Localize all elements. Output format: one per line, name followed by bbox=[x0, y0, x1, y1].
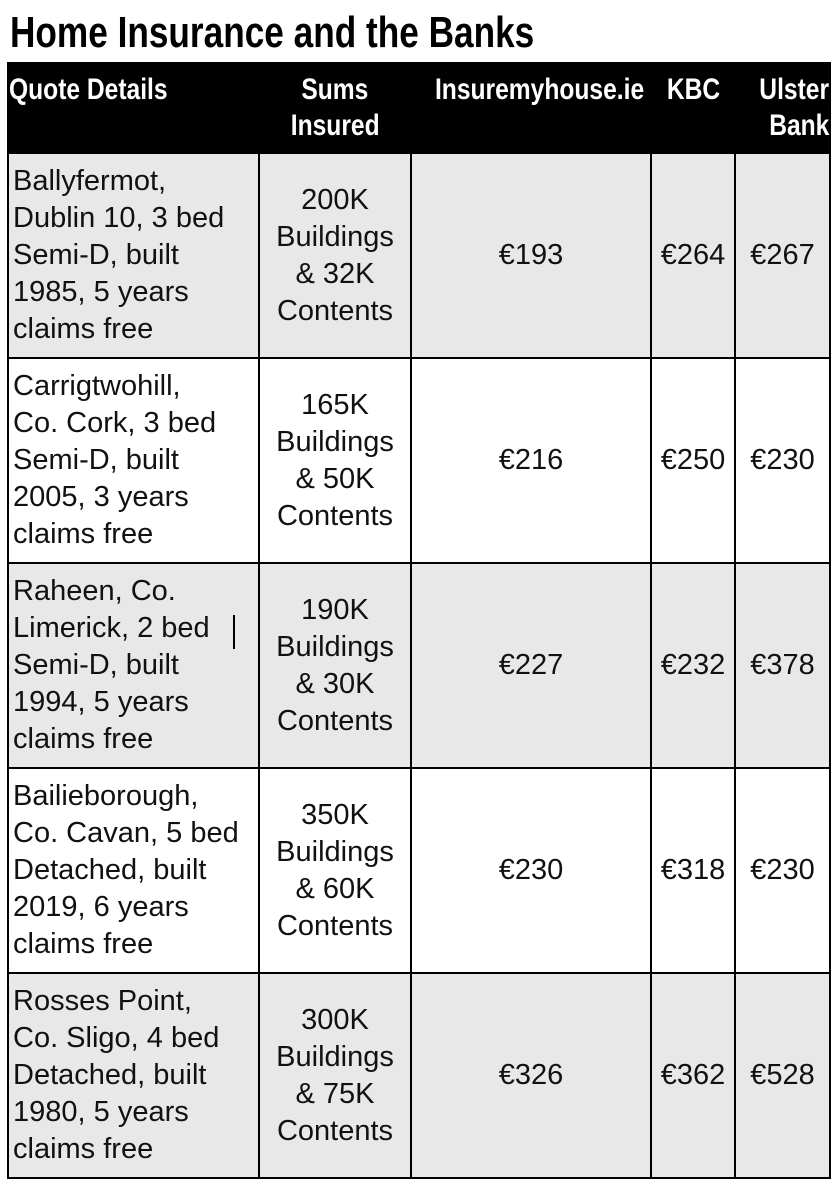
details-line: Carrigtwohill, bbox=[13, 370, 181, 402]
sums-line: & 60K bbox=[295, 872, 375, 905]
header-sums-insured bbox=[259, 63, 411, 153]
header-ulster-line2: Bank bbox=[768, 109, 829, 142]
details-line: Semi-D, built bbox=[13, 444, 179, 476]
kbc-price: €232 bbox=[651, 563, 735, 768]
text-cursor-mark bbox=[233, 615, 235, 649]
sums-line: & 75K bbox=[295, 1077, 375, 1110]
details-line: Raheen, Co. bbox=[13, 575, 176, 607]
sums-line: Buildings bbox=[276, 835, 394, 868]
kbc-price: €318 bbox=[651, 768, 735, 973]
details-line: Ballyfermot, bbox=[13, 165, 167, 197]
sums-line: Buildings bbox=[276, 220, 394, 253]
sums-line: 200K bbox=[301, 183, 369, 216]
sums-insured-cell bbox=[259, 358, 411, 563]
sums-line: 165K bbox=[301, 388, 369, 421]
details-line: 1994, 5 years bbox=[13, 686, 189, 718]
details-line: claims free bbox=[13, 1133, 154, 1165]
sums-line: 300K bbox=[301, 1003, 369, 1036]
details-line: Detached, built bbox=[13, 1059, 207, 1091]
sums-insured-cell bbox=[259, 563, 411, 768]
quote-details-cell bbox=[8, 973, 259, 1178]
table-row bbox=[8, 973, 830, 1178]
details-line: claims free bbox=[13, 313, 154, 345]
details-line: Semi-D, built bbox=[13, 649, 179, 681]
sums-insured-cell bbox=[259, 153, 411, 358]
header-ulster-bank bbox=[735, 63, 830, 153]
table-row bbox=[8, 358, 830, 563]
sums-line: Buildings bbox=[276, 425, 394, 458]
kbc-price: €264 bbox=[651, 153, 735, 358]
details-line: 1985, 5 years bbox=[13, 276, 189, 308]
header-insuremyhouse bbox=[411, 63, 651, 153]
sums-line: & 30K bbox=[295, 667, 375, 700]
insuremyhouse-price: €326 bbox=[411, 973, 651, 1178]
header-kbc bbox=[651, 63, 735, 153]
details-line: Detached, built bbox=[13, 854, 207, 886]
insuremyhouse-price: €227 bbox=[411, 563, 651, 768]
sums-insured-cell bbox=[259, 973, 411, 1178]
sums-line: Contents bbox=[276, 704, 394, 737]
sums-line: Buildings bbox=[276, 1040, 394, 1073]
details-line: Dublin 10, 3 bed bbox=[13, 202, 225, 234]
ulster-bank-price: €528 bbox=[735, 973, 830, 1178]
sums-line: & 50K bbox=[295, 462, 375, 495]
kbc-price: €362 bbox=[651, 973, 735, 1178]
details-line: Co. Sligo, 4 bed bbox=[13, 1022, 220, 1054]
sums-line: Contents bbox=[276, 499, 394, 532]
quote-details-cell bbox=[8, 768, 259, 973]
ulster-bank-price: €230 bbox=[735, 358, 830, 563]
insuremyhouse-price: €193 bbox=[411, 153, 651, 358]
header-quote-details-label: Quote Details bbox=[9, 73, 168, 106]
details-line: 2005, 3 years bbox=[13, 481, 189, 513]
sums-line: 190K bbox=[301, 593, 369, 626]
details-line: Semi-D, built bbox=[13, 239, 179, 271]
insuremyhouse-price: €216 bbox=[411, 358, 651, 563]
quote-details-cell bbox=[8, 153, 259, 358]
sums-line: Contents bbox=[276, 909, 394, 942]
details-text-block bbox=[13, 573, 254, 758]
insuremyhouse-price: €230 bbox=[411, 768, 651, 973]
kbc-price: €250 bbox=[651, 358, 735, 563]
details-line: claims free bbox=[13, 518, 154, 550]
header-quote-details bbox=[8, 63, 259, 153]
sums-insured-cell bbox=[259, 768, 411, 973]
header-ulster-line1: Ulster bbox=[759, 73, 829, 106]
ulster-bank-price: €267 bbox=[735, 153, 830, 358]
header-insuremyhouse-label: Insuremyhouse.ie bbox=[434, 73, 645, 106]
ulster-bank-price: €378 bbox=[735, 563, 830, 768]
ulster-bank-price: €230 bbox=[735, 768, 830, 973]
details-line: claims free bbox=[13, 928, 154, 960]
details-line: Co. Cavan, 5 bed bbox=[13, 817, 239, 849]
details-line: Co. Cork, 3 bed bbox=[13, 407, 217, 439]
page-title: Home Insurance and the Banks bbox=[10, 8, 535, 57]
details-line: 1980, 5 years bbox=[13, 1096, 189, 1128]
details-line: claims free bbox=[13, 723, 154, 755]
table-row bbox=[8, 768, 830, 973]
quotes-table bbox=[7, 62, 831, 1179]
sums-line: & 32K bbox=[295, 257, 375, 290]
table-row bbox=[8, 153, 830, 358]
header-sums-line1: Sums bbox=[301, 73, 369, 106]
sums-line: Buildings bbox=[276, 630, 394, 663]
details-line: Rosses Point, bbox=[13, 985, 192, 1017]
quote-details-cell bbox=[8, 563, 259, 768]
details-line: 2019, 6 years bbox=[13, 891, 189, 923]
details-line: Bailieborough, bbox=[13, 780, 199, 812]
sums-line: Contents bbox=[276, 294, 394, 327]
header-sums-line2: Insured bbox=[290, 109, 380, 142]
sums-line: 350K bbox=[301, 798, 369, 831]
header-kbc-label: KBC bbox=[666, 73, 720, 106]
table-row bbox=[8, 563, 830, 768]
table-header-row bbox=[8, 63, 830, 153]
quote-details-cell bbox=[8, 358, 259, 563]
details-line: Limerick, 2 bed bbox=[13, 612, 210, 644]
sums-line: Contents bbox=[276, 1114, 394, 1147]
